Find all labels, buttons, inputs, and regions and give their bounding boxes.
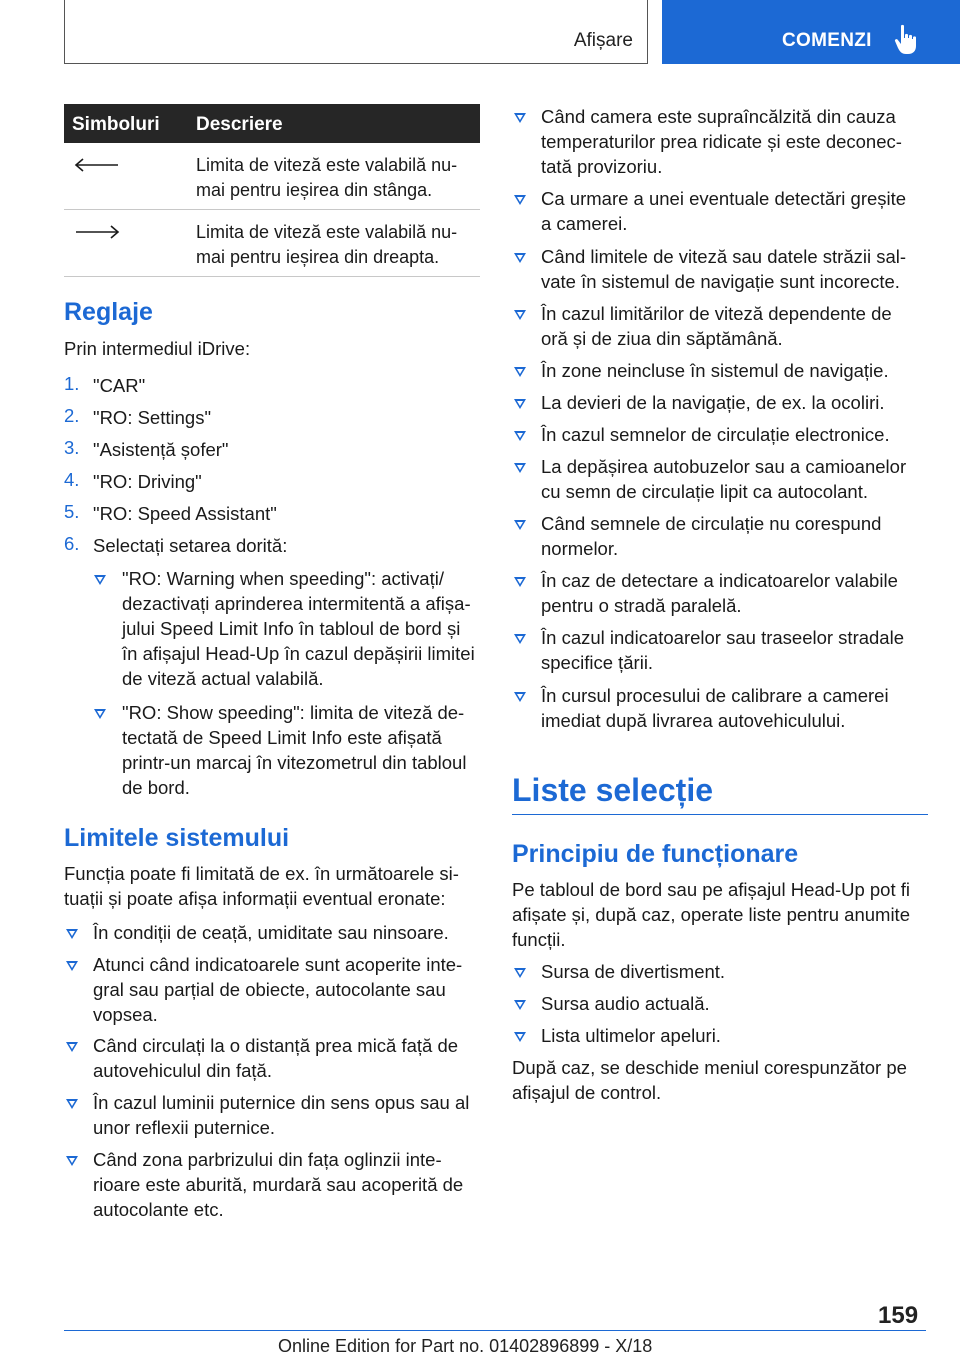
text-line: În caz de detectare a indicatoarelor valabile <box>541 570 898 591</box>
text-line: jului Speed Limit Info în tabloul de bord și <box>122 618 461 639</box>
text-line: în afișajul Head-Up în cazul depășirii limitei <box>122 643 475 664</box>
list-item <box>541 683 889 733</box>
bullet-triangle-icon <box>514 1032 526 1042</box>
step-number: 2. <box>64 405 80 426</box>
text-line: În cazul luminii puternice din sens opus sau al <box>93 1092 470 1113</box>
bullet-triangle-icon <box>514 968 526 978</box>
text-line: tată provizoriu. <box>541 156 663 177</box>
table-cell-description <box>196 153 476 203</box>
sub-bullet-item <box>122 566 475 691</box>
bullet-triangle-icon <box>94 709 106 719</box>
liste-intro <box>512 877 910 952</box>
text-line: pentru o stradă paralelă. <box>541 595 742 616</box>
list-item <box>541 301 892 351</box>
step-number: 3. <box>64 437 80 458</box>
text-line: Când semnele de circulație nu corespund <box>541 513 882 534</box>
chapter-rule <box>512 814 928 815</box>
tab-afisare-label: Afișare <box>573 30 633 51</box>
text-line: În cazul semnelor de circulație electronice. <box>541 424 890 445</box>
bullet-triangle-icon <box>514 1000 526 1010</box>
step-text: "RO: Settings" <box>93 407 212 428</box>
desc-line: mai pentru ieșirea din stânga. <box>196 180 433 200</box>
bullet-triangle-icon <box>514 463 526 473</box>
list-item <box>541 959 725 984</box>
list-item <box>93 920 449 945</box>
text-line: În condiții de ceață, umiditate sau ninsoare. <box>93 922 449 943</box>
text-line: Funcția poate fi limitată de ex. în următoarele si‐ <box>64 863 459 884</box>
pointing-hand-icon <box>893 24 921 56</box>
step-number: 5. <box>64 501 80 522</box>
text-line: autovehiculul din față. <box>93 1060 272 1081</box>
step-text: Selectați setarea dorită: <box>93 535 288 556</box>
bullet-triangle-icon <box>66 929 78 939</box>
bullet-triangle-icon <box>514 520 526 530</box>
step-number: 6. <box>64 533 80 554</box>
text-line: În zone neincluse în sistemul de navigație. <box>541 360 889 381</box>
text-line: normelor. <box>541 538 619 559</box>
footer-rule <box>64 1330 926 1331</box>
bullet-triangle-icon <box>514 367 526 377</box>
text-line: de viteză actual valabilă. <box>122 668 324 689</box>
list-item <box>541 422 890 447</box>
footer-text: Online Edition for Part no. 01402896899 - X/18 <box>278 1336 653 1356</box>
reglaje-intro: Prin intermediul iDrive: <box>64 338 251 359</box>
text-line: Când zona parbrizului din fața oglinzii inte‐ <box>93 1149 442 1170</box>
text-line: "RO: Show speeding": limita de viteză de‐ <box>122 702 465 723</box>
list-item <box>541 511 881 561</box>
text-line: rioare este aburită, murdară sau acoperită de <box>93 1174 464 1195</box>
text-line: specifice țării. <box>541 652 654 673</box>
bullet-triangle-icon <box>514 113 526 123</box>
text-line: Atunci când indicatoarele sunt acoperite inte‐ <box>93 954 463 975</box>
step-text: "CAR" <box>93 375 146 396</box>
bullet-triangle-icon <box>514 195 526 205</box>
text-line: temperaturilor prea ridicate și este deconec‐ <box>541 131 902 152</box>
tab-comenzi-label: COMENZI <box>782 30 872 51</box>
text-line: afișajul de control. <box>512 1082 662 1103</box>
step-number: 1. <box>64 373 80 394</box>
list-item <box>541 186 906 236</box>
bullet-triangle-icon <box>514 310 526 320</box>
text-line: Sursa audio actuală. <box>541 993 710 1014</box>
table-header-description: Descriere <box>196 114 283 135</box>
text-line: Când circulați la o distanță prea mică față de <box>93 1035 459 1056</box>
text-line: printr-un marcaj în vitezometrul din tabloul <box>122 752 467 773</box>
bullet-triangle-icon <box>514 634 526 644</box>
text-line: Când limitele de viteză sau datele străzii sal‐ <box>541 246 907 267</box>
desc-line: Limita de viteză este valabilă nu‐ <box>196 155 458 175</box>
step-text: "RO: Speed Assistant" <box>93 503 277 524</box>
bullet-triangle-icon <box>66 1099 78 1109</box>
text-line: După caz, se deschide meniul corespunzător pe <box>512 1057 907 1078</box>
list-item <box>93 1090 469 1140</box>
table-header <box>64 104 480 143</box>
text-line: Lista ultimelor apeluri. <box>541 1025 721 1046</box>
step-number: 4. <box>64 469 80 490</box>
arrow-right-icon <box>72 222 122 242</box>
list-item <box>541 390 884 415</box>
list-item <box>93 1147 463 1222</box>
text-line: tuații și poate afișa informații eventual eronate: <box>64 888 446 909</box>
list-item <box>93 952 462 1027</box>
chapter-title-liste: Liste selecție <box>512 772 713 808</box>
text-line: În cazul indicatoarelor sau traseelor stradale <box>541 627 904 648</box>
text-line: vate în sistemul de navigație sunt incorecte. <box>541 271 900 292</box>
list-item <box>541 454 906 504</box>
text-line: imediat după livrarea autovehiculului. <box>541 710 846 731</box>
list-item <box>541 991 710 1016</box>
arrow-left-icon <box>72 155 122 175</box>
section-title-limitele: Limitele sistemului <box>64 824 290 852</box>
text-line: Când camera este supraîncălzită din cauza <box>541 106 896 127</box>
text-line: oră și de ziua din săptămână. <box>541 328 783 349</box>
list-item <box>541 244 906 294</box>
table-row <box>64 210 480 277</box>
text-line: afișate și, după caz, operate liste pentru anumite <box>512 904 910 925</box>
table-cell-description <box>196 220 476 270</box>
section-title-principiu: Principiu de funcționare <box>512 840 799 868</box>
text-line: autocolante etc. <box>93 1199 224 1220</box>
list-item <box>541 625 904 675</box>
text-line: de bord. <box>122 777 190 798</box>
step-text: "RO: Driving" <box>93 471 202 492</box>
tab-afisare[interactable] <box>64 0 648 64</box>
bullet-triangle-icon <box>514 253 526 263</box>
bullet-triangle-icon <box>514 399 526 409</box>
text-line: cu semn de circulație lipit ca autocolant. <box>541 481 869 502</box>
list-item <box>541 104 902 179</box>
symbols-table <box>64 104 480 277</box>
desc-line: Limita de viteză este valabilă nu‐ <box>196 222 458 242</box>
bullet-triangle-icon <box>66 961 78 971</box>
bullet-triangle-icon <box>66 1156 78 1166</box>
list-item <box>93 1033 458 1083</box>
liste-outro <box>512 1055 907 1105</box>
text-line: gral sau parțial de obiecte, autocolante sau <box>93 979 446 1000</box>
text-line: dezactivați aprinderea intermitentă a afișa‐ <box>122 593 471 614</box>
text-line: tectată de Speed Limit Info este afișată <box>122 727 442 748</box>
desc-line: mai pentru ieșirea din dreapta. <box>196 247 440 267</box>
list-item <box>541 358 889 383</box>
text-line: Ca urmare a unei eventuale detectări greșite <box>541 188 907 209</box>
text-line: unor reflexii puternice. <box>93 1117 276 1138</box>
text-line: La devieri de la navigație, de ex. la ocoliri. <box>541 392 885 413</box>
text-line: La depășirea autobuzelor sau a camioanelor <box>541 456 907 477</box>
bullet-triangle-icon <box>94 575 106 585</box>
section-title-reglaje: Reglaje <box>64 298 153 326</box>
text-line: Sursa de divertisment. <box>541 961 726 982</box>
text-line: "RO: Warning when speeding": activați/ <box>122 568 444 589</box>
limitele-intro <box>64 861 459 911</box>
bullet-triangle-icon <box>514 692 526 702</box>
text-line: vopsea. <box>93 1004 158 1025</box>
bullet-triangle-icon <box>514 431 526 441</box>
table-row <box>64 143 480 210</box>
table-header-symbols: Simboluri <box>72 114 160 135</box>
text-line: În cazul limitărilor de viteză dependente de <box>541 303 892 324</box>
text-line: Pe tabloul de bord sau pe afișajul Head-Up pot fi <box>512 879 911 900</box>
text-line: În cursul procesului de calibrare a camerei <box>541 685 889 706</box>
text-line: a camerei. <box>541 213 628 234</box>
step-text: "Asistență șofer" <box>93 439 229 460</box>
sub-bullet-item <box>122 700 466 800</box>
page-number: 159 <box>878 1302 919 1329</box>
list-item <box>541 1023 721 1048</box>
bullet-triangle-icon <box>66 1042 78 1052</box>
text-line: funcții. <box>512 929 566 950</box>
bullet-triangle-icon <box>514 577 526 587</box>
list-item <box>541 568 898 618</box>
